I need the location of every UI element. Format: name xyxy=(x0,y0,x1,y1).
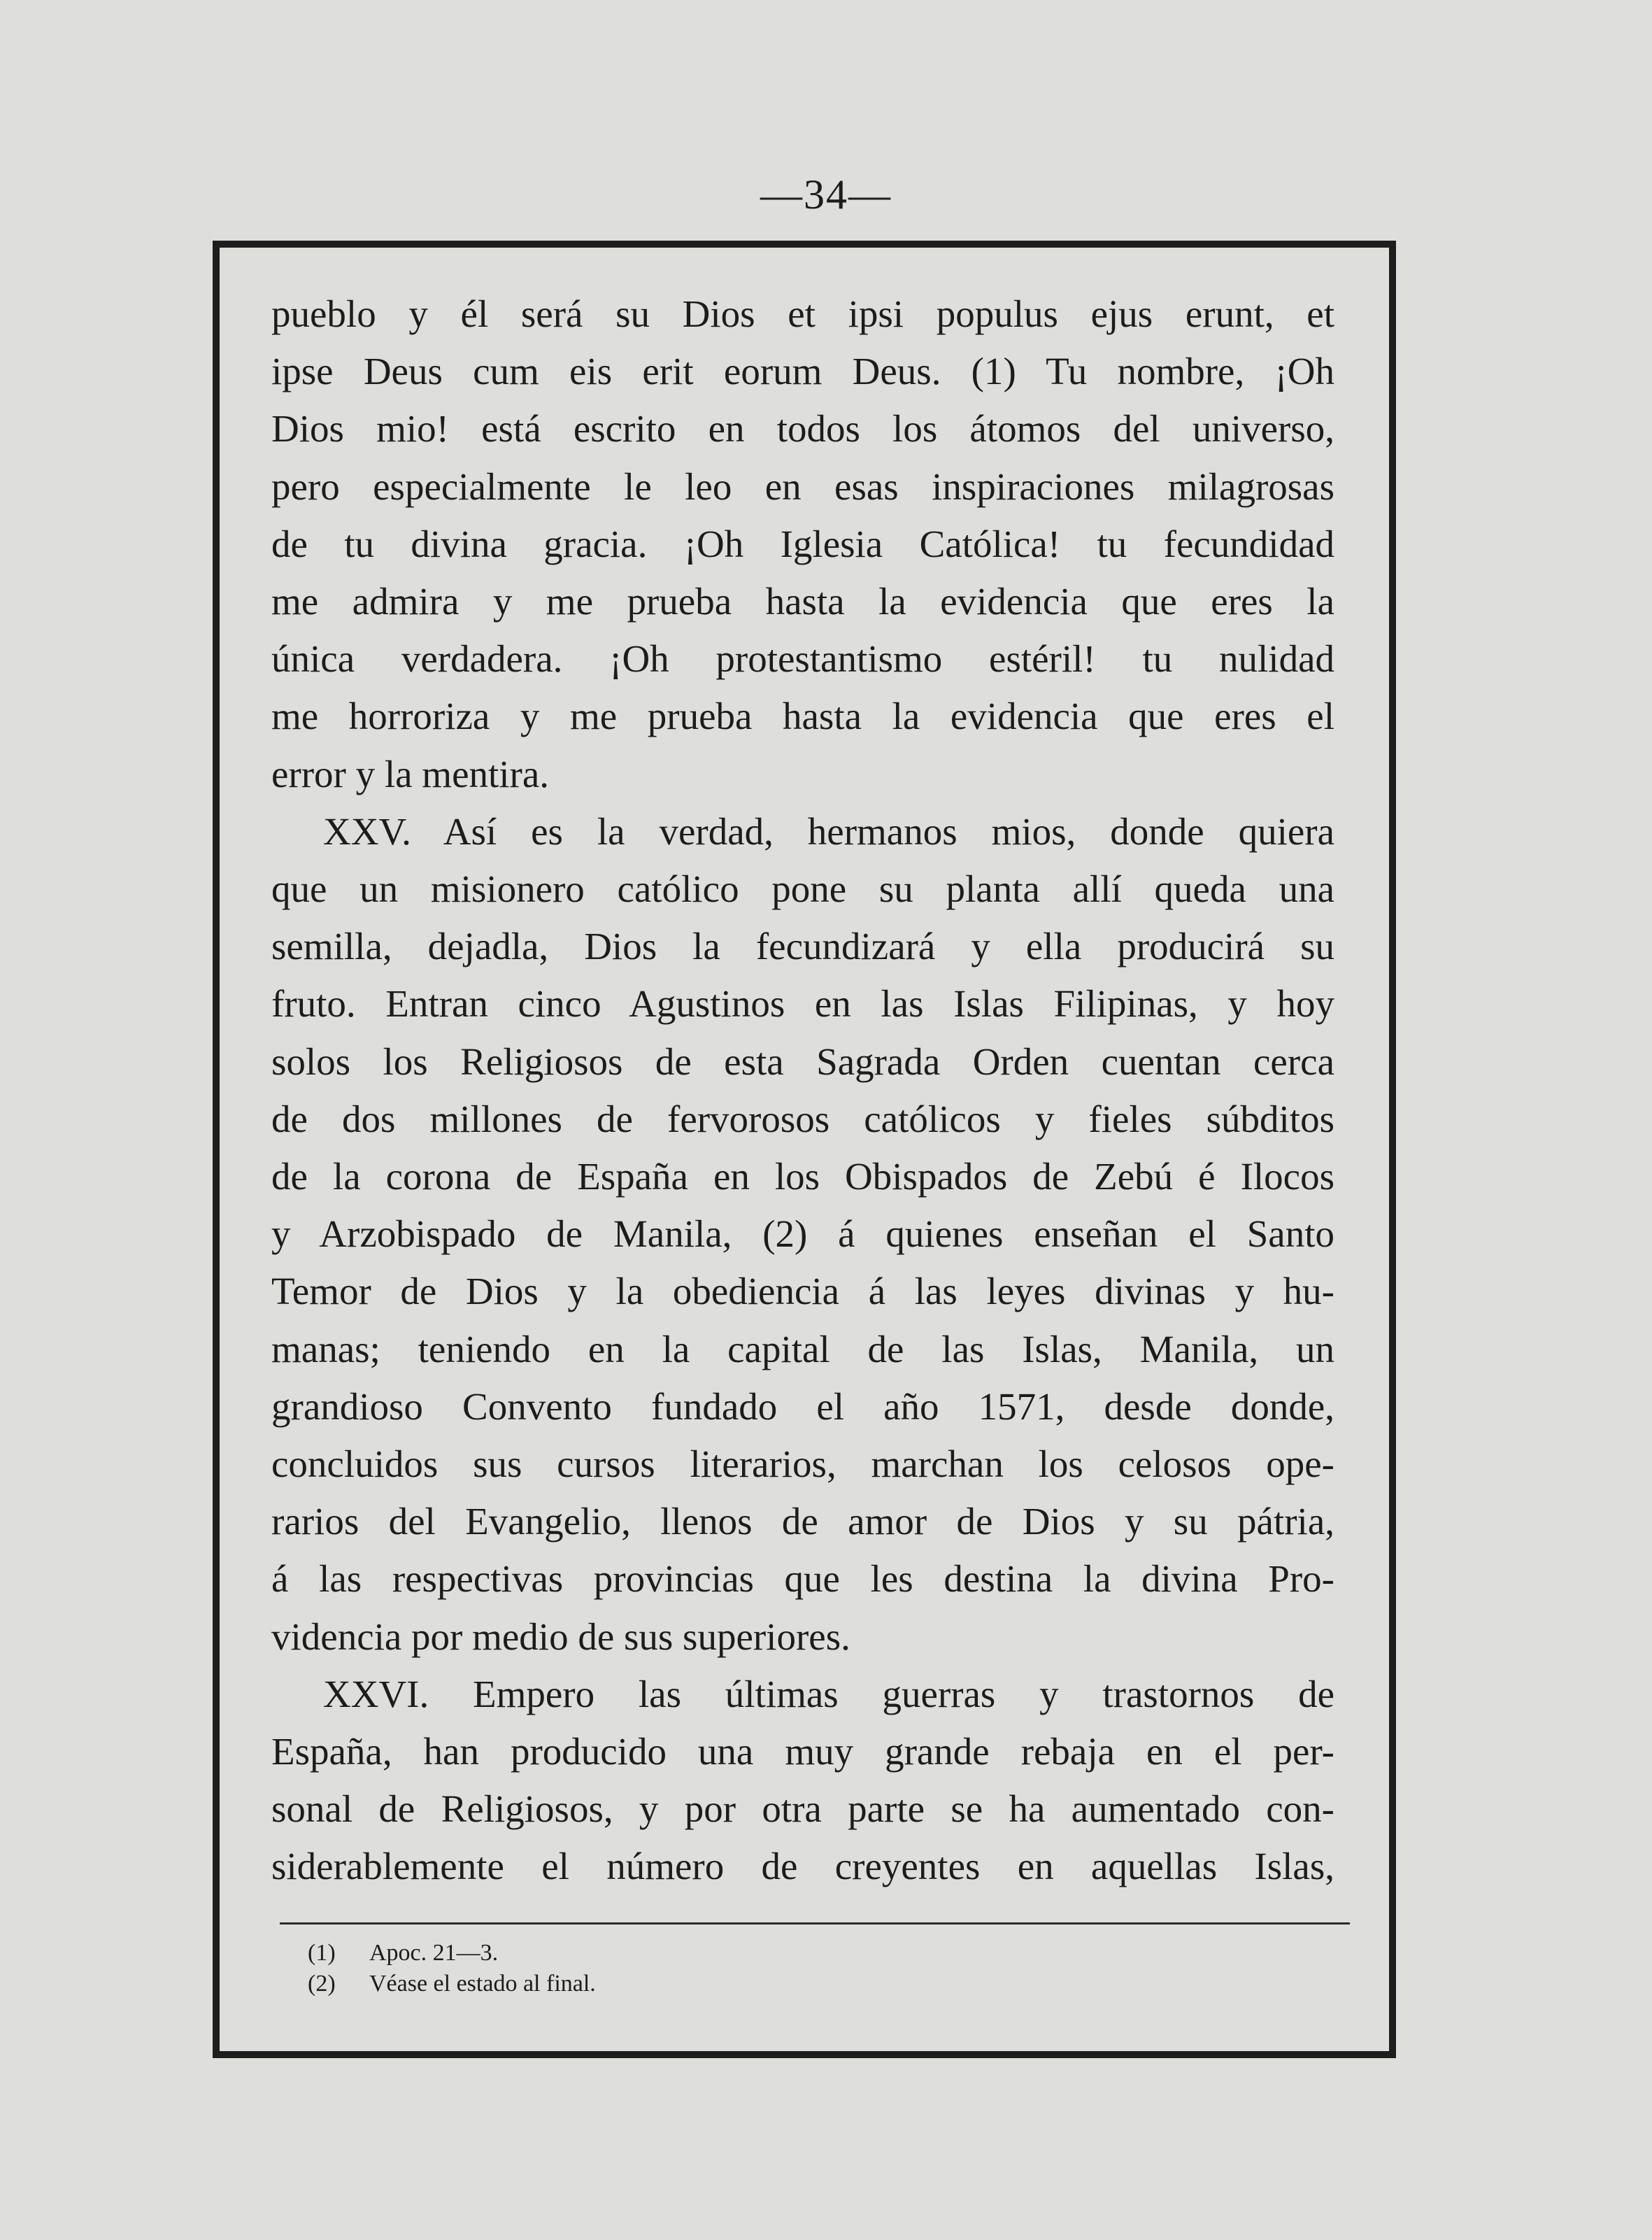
footnote-marker: (2) xyxy=(308,1971,336,1997)
text-line-11: que un misionero católico pone su planta allí queda una xyxy=(271,867,1334,911)
text-line-8: me horroriza y me prueba hasta la evidencia que eres el xyxy=(271,695,1334,738)
text-line-26: España, han producido una muy grande rebaja en el per- xyxy=(271,1730,1334,1773)
text-line-12: semilla, dejadla, Dios la fecundizará y ella producirá su xyxy=(271,925,1334,968)
text-line-16: de la corona de España en los Obispados de Zebú é Ilocos xyxy=(271,1155,1334,1198)
footnotes xyxy=(308,1938,596,1999)
text-line-18: Temor de Dios y la obediencia á las leyes divinas y hu- xyxy=(271,1270,1334,1313)
footnote-text: Apoc. 21—3. xyxy=(369,1940,499,1966)
text-line-9: error y la mentira. xyxy=(271,752,550,795)
text-line-23: á las respectivas provincias que les destina la divina Pro- xyxy=(271,1557,1334,1601)
text-line-13: fruto. Entran cinco Agustinos en las Islas Filipinas, y hoy xyxy=(271,982,1334,1026)
text-line-27: sonal de Religiosos, y por otra parte se ha aumentado con- xyxy=(271,1787,1334,1831)
text-line-17: y Arzobispado de Manila, (2) á quienes enseñan el Santo xyxy=(271,1212,1334,1256)
text-line-4: pero especialmente le leo en esas inspiraciones milagrosas xyxy=(271,465,1334,508)
text-line-2: ipse Deus cum eis erit eorum Deus. (1) Tu nombre, ¡Oh xyxy=(271,350,1334,393)
text-line-10-section-xxv: XXV. Así es la verdad, hermanos mios, donde quiera xyxy=(323,809,1334,853)
text-line-14: solos los Religiosos de esta Sagrada Orden cuentan cerca xyxy=(271,1040,1334,1083)
text-line-15: de dos millones de fervorosos católicos y fieles súbditos xyxy=(271,1097,1334,1140)
text-line-20: grandioso Convento fundado el año 1571, desde donde, xyxy=(271,1384,1334,1428)
footnote-2 xyxy=(308,1969,596,1999)
footnote-separator xyxy=(280,1922,1350,1924)
footnote-marker: (1) xyxy=(308,1940,336,1966)
text-line-7: única verdadera. ¡Oh protestantismo estéril! tu nulidad xyxy=(271,637,1334,681)
text-line-3: Dios mio! está escrito en todos los átomos del universo, xyxy=(271,407,1334,451)
text-line-21: concluidos sus cursos literarios, marchan los celosos ope- xyxy=(271,1442,1334,1486)
text-line-24: videncia por medio de sus superiores. xyxy=(271,1615,850,1658)
text-line-6: me admira y me prueba hasta la evidencia que eres la xyxy=(271,580,1334,623)
text-line-1: pueblo y él será su Dios et ipsi populus ejus erunt, et xyxy=(271,292,1334,335)
text-line-25-section-xxvi: XXVI. Empero las últimas guerras y trastornos de xyxy=(323,1672,1334,1715)
body-text xyxy=(271,285,1334,1896)
text-line-28: siderablemente el número de creyentes en aquellas Islas, xyxy=(271,1845,1334,1888)
text-line-5: de tu divina gracia. ¡Oh Iglesia Católica! tu fecundidad xyxy=(271,522,1334,565)
footnote-1 xyxy=(308,1938,596,1969)
footnote-text: Véase el estado al final. xyxy=(369,1971,596,1997)
text-line-19: manas; teniendo en la capital de las Islas, Manila, un xyxy=(271,1327,1334,1370)
page-number: —34— xyxy=(760,171,892,218)
text-line-22: rarios del Evangelio, llenos de amor de Dios y su pátria, xyxy=(271,1500,1334,1543)
